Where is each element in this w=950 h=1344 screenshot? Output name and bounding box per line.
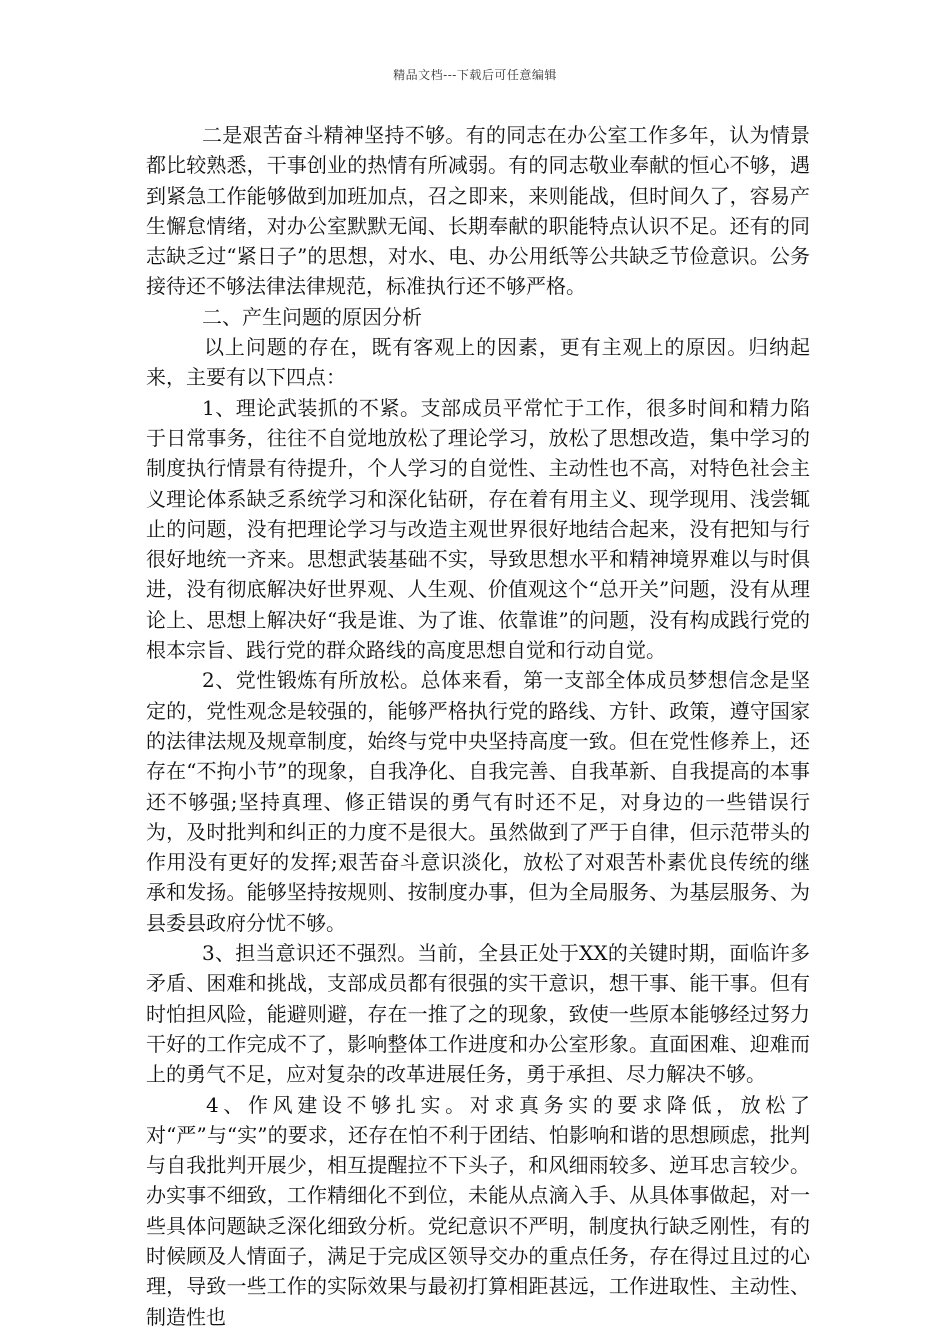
page-header: 精品文档---下载后可任意编辑 [393, 68, 557, 82]
paragraph-point-4-work-style: 4、作风建设不够扎实。对求真务实的要求降低，放松了对“严”与“实”的要求，还存在怕不利于团结、怕影响和谐的思想顾虑，批判与自我批判开展少，相互提醒拉不下头子，和风细雨较多、逆耳忠言较少。办实事不细致，工作精细化不到位，未能从点滴入手、从具体事做起，对一些具体问题缺乏深化细致分析。党纪意识不严明，制度执行缺乏刚性，有的时候顾及人情面子，满足于完成区领导交办的重点任务，存在得过且过的心理，导致一些工作的实际效果与最初打算相距甚远，工作进取性、主动性、制造性也 [146, 1092, 810, 1329]
paragraph-point-2-party-spirit: 2、党性锻炼有所放松。总体来看，第一支部全体成员梦想信念是坚定的，党性观念是较强的，能够严格执行党的路线、方针、政策，遵守国家的法律法规及规章制度，始终与党中央坚持高度一致。但在党性修养上，还存在“不拘小节”的现象，自我净化、自我完善、自我革新、自我提高的本事还不够强;坚持真理、修正错误的勇气有时还不足，对身边的一些错误行为，及时批判和纠正的力度不是很大。虽然做到了严于自律，但示范带头的作用没有更好的发挥;艰苦奋斗意识淡化，放松了对艰苦朴素优良传统的继承和发扬。能够坚持按规则、按制度办事，但为全局服务、为基层服务、为县委县政府分忧不够。 [146, 668, 810, 935]
paragraph-point-1-theory: 1、理论武装抓的不紧。支部成员平常忙于工作，很多时间和精力陷于日常事务，往往不自觉地放松了理论学习，放松了思想改造，集中学习的制度执行情景有待提升，个人学习的自觉性、主动性也不高，对特色社会主义理论体系缺乏系统学习和深化钻研，存在着有用主义、现学现用、浅尝辄止的问题，没有把理论学习与改造主观世界很好地结合起来，没有把知与行很好地统一齐来。思想武装基础不实，导致思想水平和精神境界难以与时俱进，没有彻底解决好世界观、人生观、价值观这个“总开关”问题，没有从理论上、思想上解决好“我是谁、为了谁、依靠谁”的问题，没有构成践行党的根本宗旨、践行党的群众路线的高度思想自觉和行动自觉。 [146, 395, 810, 663]
paragraph-summary: 以上问题的存在，既有客观上的因素，更有主观上的原因。归纳起来，主要有以下四点： [146, 335, 810, 390]
paragraph-point-3-responsibility: 3、担当意识还不强烈。当前，全县正处于XX的关键时期，面临许多矛盾、困难和挑战，支部成员都有很强的实干意识，想干事、能干事。但有时怕担风险，能避则避，存在一推了之的现象，致使一些原本能够经过努力干好的工作完成不了，影响整体工作进度和办公室形象。直面困难、迎难而上的勇气不足，应对复杂的改革进展任务，勇于承担、尽力解决不够。 [146, 941, 810, 1087]
document-body [146, 120, 810, 1332]
section-heading-cause-analysis: 二、产生问题的原因分析 [202, 304, 422, 329]
paragraph-hardworking-spirit: 二是艰苦奋斗精神坚持不够。有的同志在办公室工作多年，认为情景都比较熟悉，干事创业的热情有所减弱。有的同志敬业奉献的恒心不够，遇到紧急工作能够做到加班加点，召之即来，来则能战，但时间久了，容易产生懈怠情绪，对办公室默默无闻、长期奉献的职能特点认识不足。还有的同志缺乏过“紧日子”的思想，对水、电、办公用纸等公共缺乏节俭意识。公务接待还不够法律法律规范，标准执行还不够严格。 [146, 123, 810, 299]
